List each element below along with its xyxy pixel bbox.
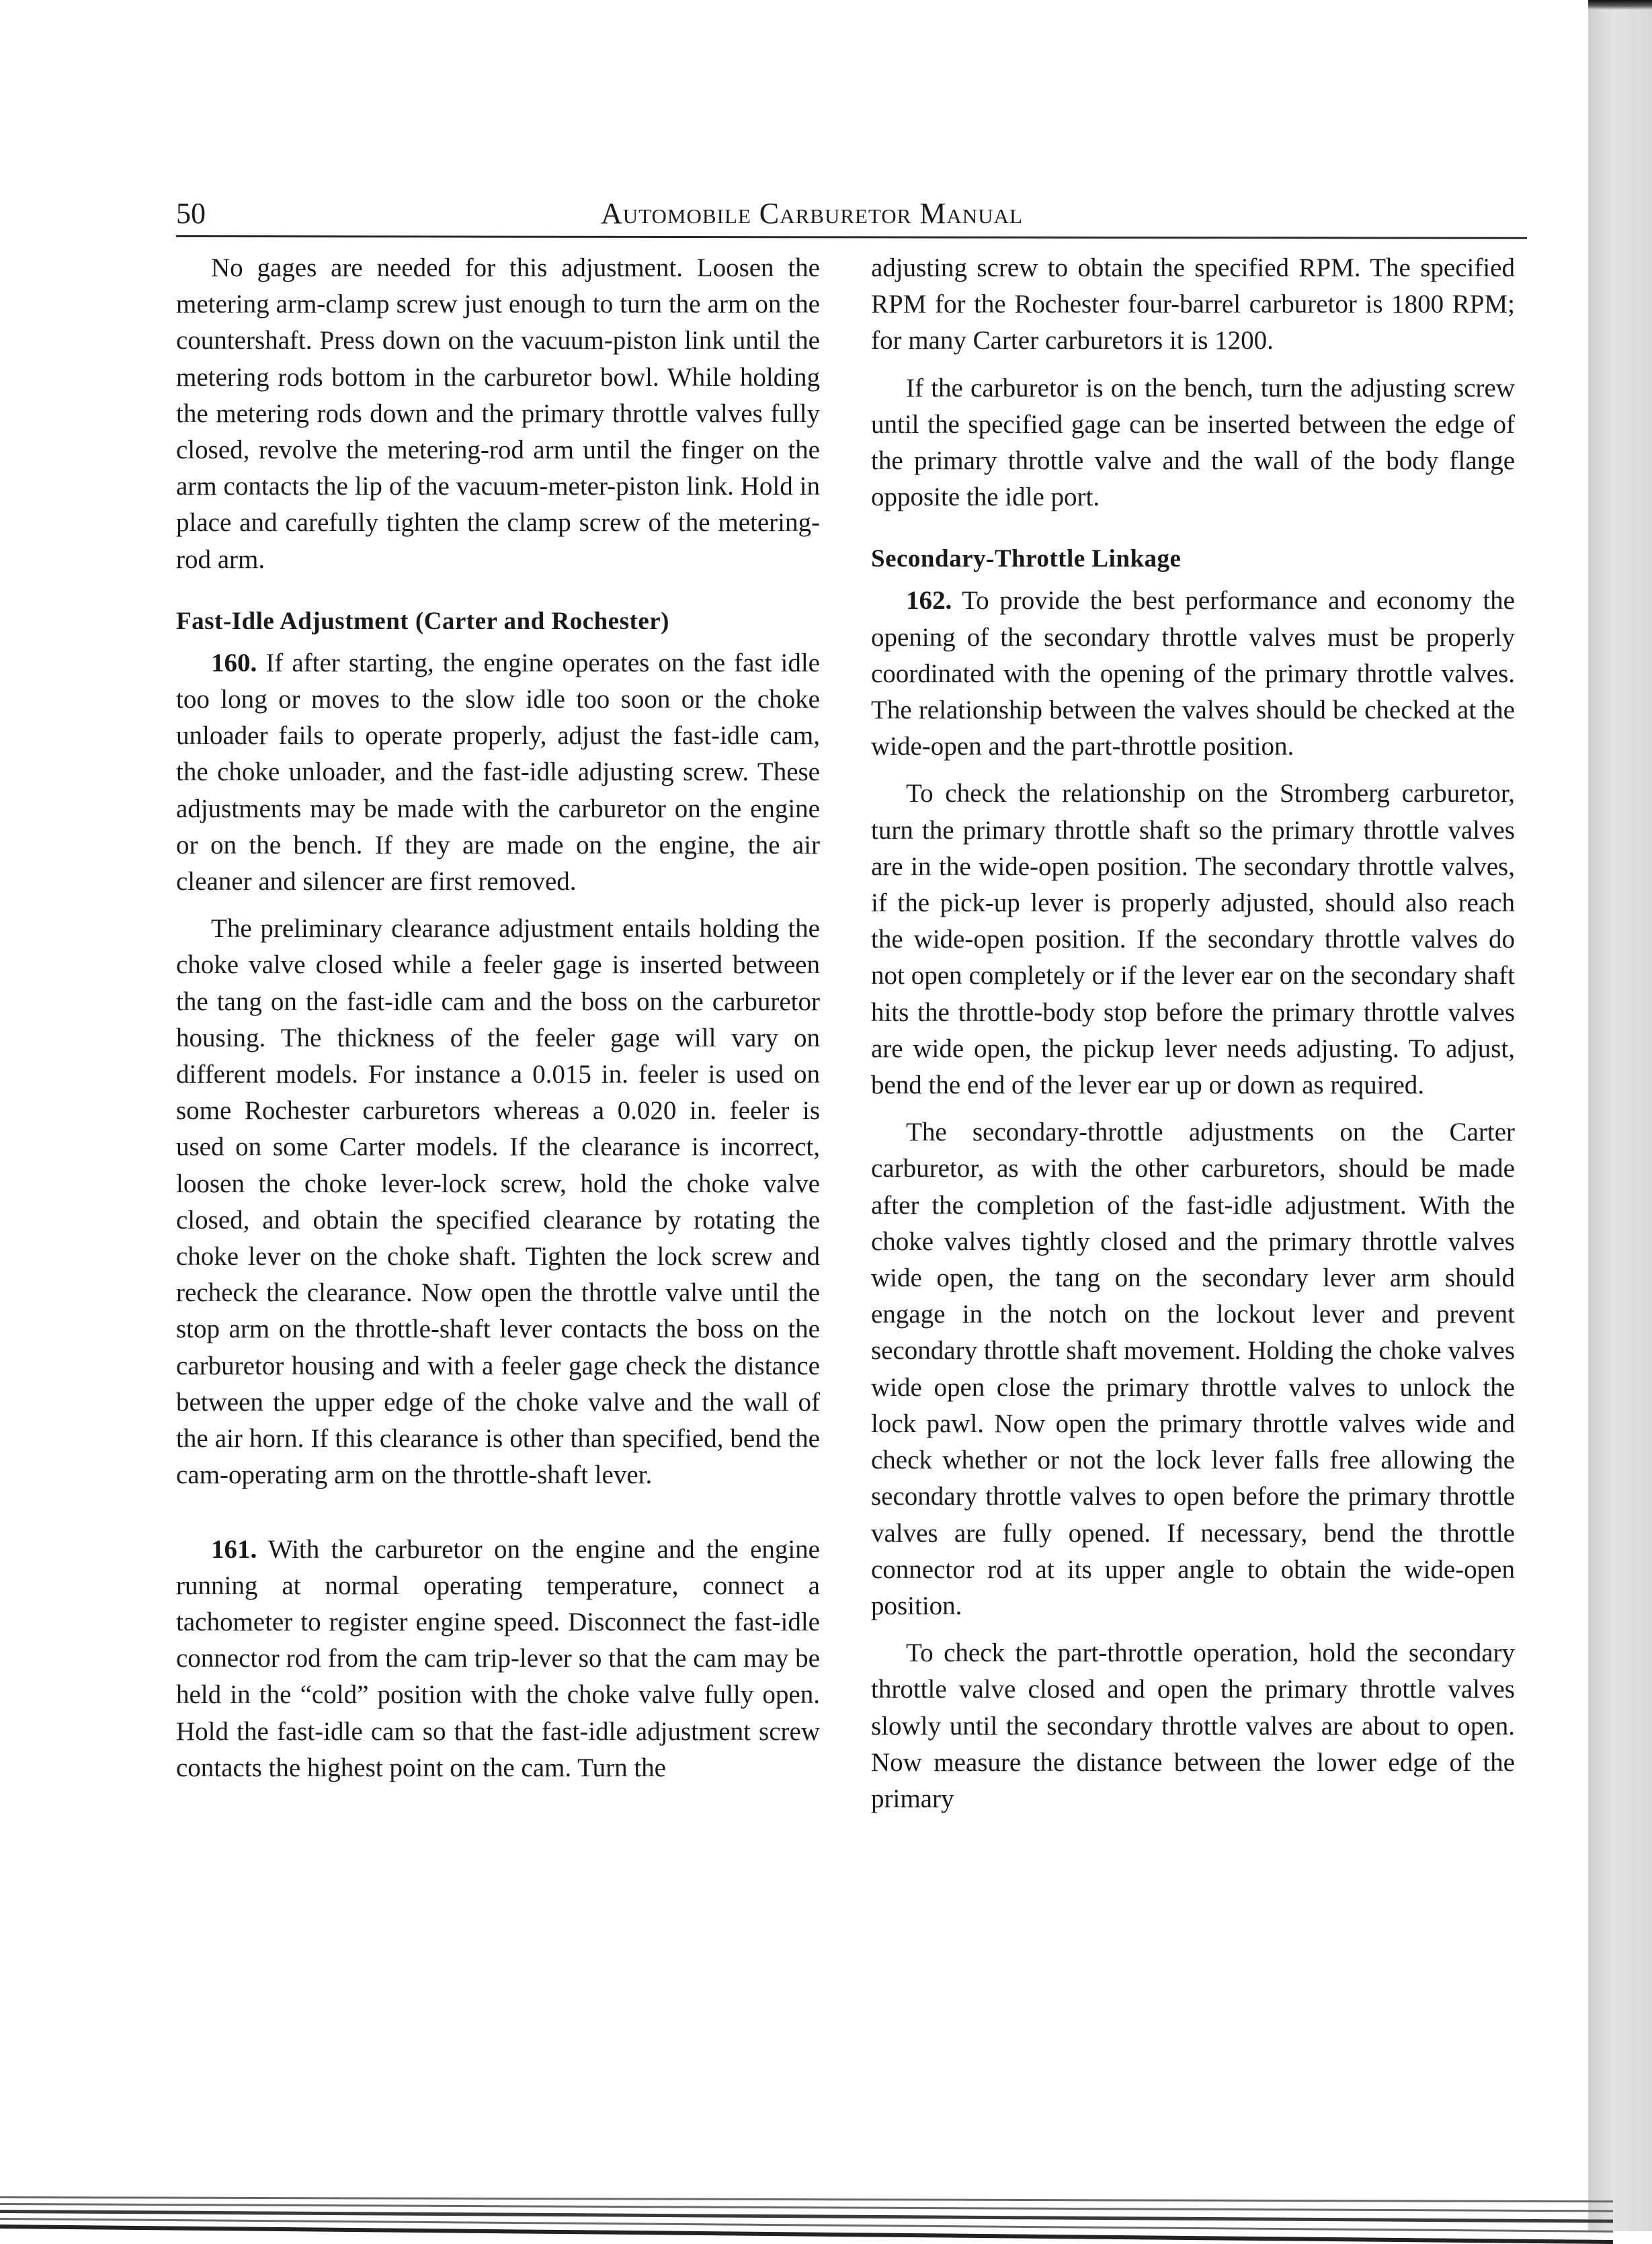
paragraph-number: 162. — [906, 586, 952, 616]
paragraph-preliminary-clearance: The preliminary clearance adjustment entails holding the choke valve closed while a feeler gage is inserted between the tang on the fast-idle cam and the boss on the carburetor housing. The thickness of the feeler gage will vary on different models. For instance a 0.015 in. feeler is used on some Rochester carburetors whereas a 0.020 in. feeler is used on some Carter models. If the clearance is incorrect, loosen the choke lever-lock screw, hold the choke valve closed, and obtain the specified clearance by rotating the choke lever on the choke shaft. Tighten the lock screw and recheck the clearance. Now open the throttle valve until the stop arm on the throttle-shaft lever contacts the boss on the carburetor housing and with a feeler gage check the distance between the upper edge of the choke valve and the wall of the air horn. If this clearance is other than specified, bend the cam-operating arm on the throttle-shaft lever. — [176, 914, 820, 1490]
paragraph-carter-secondary: The secondary-throttle adjustments on the Carter carburetor, as with the other carburetors, should be made after the completion of the fast-idle adjustment. With the choke valves tightly closed and the primary throttle valves wide open, the tang on the secondary lever arm should engage in the notch on the lockout lever and prevent secondary throttle shaft movement. Holding the choke valves wide open close the primary throttle valves to unlock the lock pawl. Now open the primary throttle valves wide and check whether or not the lock lever falls free allowing the secondary throttle valves to open before the primary throttle valves are fully opened. If necessary, bend the throttle connector rod at its upper angle to obtain the wide-open position. — [871, 1118, 1515, 1620]
paragraph-text: To provide the best performance and economy the opening of the secondary throttle valves must be properly coordinated with the opening of the primary throttle valves. The relationship between the valves should be checked at the wide-open and the part-throttle position. — [871, 586, 1515, 761]
paragraph-text: With the carburetor on the engine and the engine running at normal operating temperature, connect a tachometer to register engine speed. Disconnect the fast-idle connector rod from the cam trip-lever so that the cam may be held in the “cold” position with the choke valve fully open. Hold the fast-idle cam so that the fast-idle adjustment screw contacts the highest point on the cam. Turn the — [176, 1534, 820, 1782]
left-column — [176, 250, 820, 1797]
paragraph-text: If after starting, the engine operates on the fast idle too long or moves to the slow idle too soon or the choke unloader fails to operate properly, adjust the fast-idle cam, the choke unloader, and the fast-idle adjusting screw. These adjustments may be made with the carburetor on the engine or on the bench. If they are made on the engine, the air cleaner and silencer are first removed. — [176, 648, 820, 897]
paragraph-number: 161. — [211, 1534, 257, 1564]
book-title: Automobile Carburetor Manual — [601, 197, 1023, 230]
paragraph-stromberg-check: To check the relationship on the Stromberg carburetor, turn the primary throttle shaft so the primary throttle valves are in the wide-open position. The secondary throttle valves, if the pick-up lever is properly adjusted, should also reach the wide-open position. If the secondary throttle valves do not open completely or if the lever ear on the secondary shaft hits the throttle-body stop before the primary throttle valves are wide open, the pickup lever needs adjusting. To adjust, bend the end of the lever ear up or down as required. — [871, 779, 1515, 1100]
paragraph-162 — [871, 583, 1515, 765]
header-rule — [176, 235, 1527, 239]
paragraph-rpm-continuation: adjusting screw to obtain the specified RPM. The specified RPM for the Rochester four-barrel carburetor is 1800 RPM; for many Carter carburetors it is 1200. — [871, 253, 1515, 356]
paragraph-bench-adjustment: If the carburetor is on the bench, turn the adjusting screw until the specified gage can be inserted between the edge of the primary throttle valve and the wall of the body flange opposite the idle port. — [871, 373, 1515, 512]
paragraph-161 — [176, 1532, 820, 1786]
scan-page-edge-shadow — [1588, 0, 1652, 2231]
section-heading-secondary-throttle: Secondary-Throttle Linkage — [871, 545, 1182, 573]
right-column — [871, 250, 1515, 1828]
scan-bottom-page-edges — [0, 2191, 1652, 2231]
running-head — [176, 194, 1527, 234]
page-number: 50 — [176, 197, 206, 230]
paragraph-number: 160. — [211, 648, 257, 677]
paragraph-metering-rod-adjustment: No gages are needed for this adjustment. Loosen the metering arm-clamp screw just enough to turn the arm on the countershaft. Press down on the vacuum-piston link until the metering rods bottom in the carburetor bowl. While holding the metering rods down and the primary throttle valves fully closed, revolve the metering-rod arm until the finger on the arm contacts the lip of the vacuum-meter-piston link. Hold in place and carefully tighten the clamp screw of the metering-rod arm. — [176, 253, 820, 574]
section-heading-fast-idle: Fast-Idle Adjustment (Carter and Rochester) — [176, 607, 669, 635]
paragraph-160 — [176, 645, 820, 900]
paragraph-part-throttle: To check the part-throttle operation, hold the secondary throttle valve closed and open the primary throttle valves slowly until the secondary throttle valves are about to open. Now measure the distance between the lower edge of the primary — [871, 1638, 1515, 1813]
scan-top-edge — [1588, 0, 1652, 9]
